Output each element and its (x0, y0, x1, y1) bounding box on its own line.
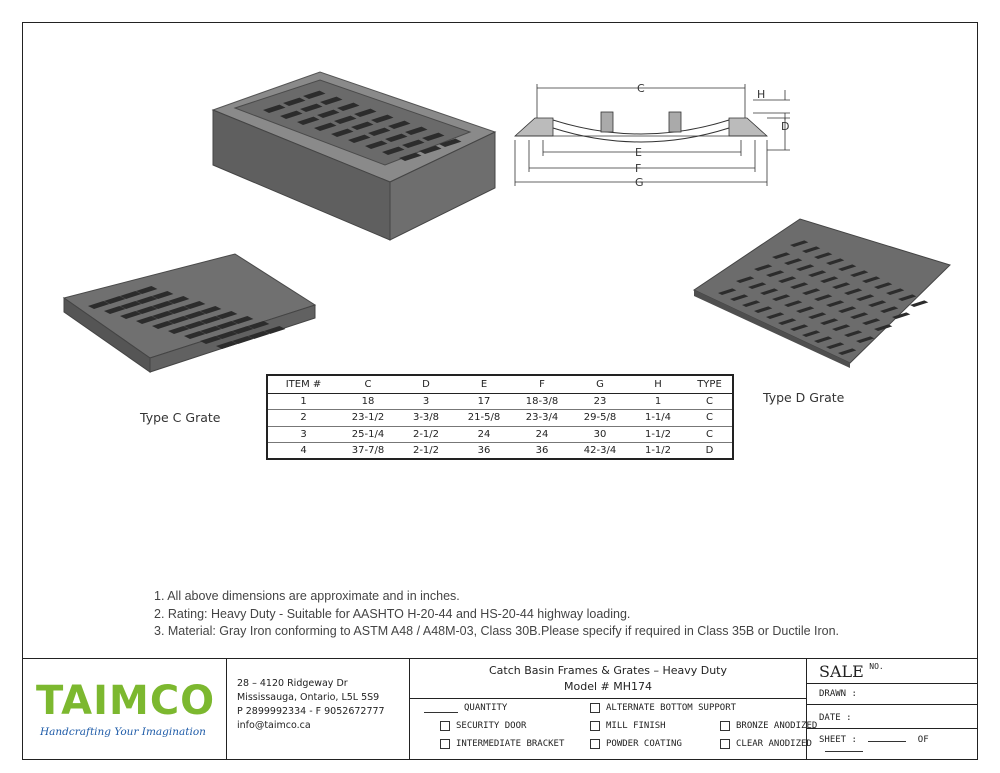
table-cell: 24 (455, 426, 513, 443)
table-header: C (339, 375, 397, 393)
date-label: DATE : (819, 713, 852, 723)
table-cell: 2 (267, 410, 339, 427)
table-cell: 25-1/4 (339, 426, 397, 443)
company-address (227, 659, 410, 759)
table-row (267, 443, 733, 460)
table-cell: 18 (339, 393, 397, 410)
option-powder-coating[interactable] (590, 739, 682, 749)
table-cell: 1-1/4 (629, 410, 687, 427)
note-item: 2. Rating: Heavy Duty - Suitable for AASHTO H-20-44 and HS-20-44 highway loading. (154, 606, 631, 621)
option-security-door[interactable] (440, 721, 526, 731)
company-logo (22, 659, 227, 759)
note-item: 3. Material: Gray Iron conforming to ASTM A48 / A48M-03, Class 30B.Please specify if required in Class 35B or Ductile Iron. (154, 624, 840, 638)
table-cell: 3-3/8 (397, 410, 455, 427)
sheet-label: SHEET : (819, 735, 857, 745)
option-intermediate-bracket[interactable] (440, 739, 564, 749)
dim-label-d: D (781, 120, 790, 133)
company-logo-cell (22, 659, 227, 759)
dim-label-c: C (637, 82, 645, 95)
option-clear-anodized[interactable] (720, 739, 812, 749)
note-item: 1. All above dimensions are approximate and in inches. (154, 589, 460, 603)
title-block (22, 658, 978, 760)
table-cell: 24 (513, 426, 571, 443)
quantity-label: QUANTITY (464, 703, 508, 713)
checkbox[interactable] (440, 721, 450, 731)
table-row (267, 426, 733, 443)
table-header: ITEM # (267, 375, 339, 393)
table-header-row (267, 375, 733, 393)
table-cell: 18-3/8 (513, 393, 571, 410)
checkbox[interactable] (590, 739, 600, 749)
table-header: H (629, 375, 687, 393)
table-cell: D (687, 443, 733, 460)
table-cell: C (687, 410, 733, 427)
logo-tagline: Handcrafting Your Imagination (40, 726, 206, 738)
option-label: POWDER COATING (606, 739, 682, 749)
address-line: Mississauga, Ontario, L5L 5S9 (237, 692, 380, 703)
table-row (267, 393, 733, 410)
drawn-label: DRAWN : (819, 689, 857, 699)
sheet-blank (868, 741, 906, 742)
sale-row (807, 659, 978, 683)
table-cell: 1 (629, 393, 687, 410)
quantity-field (424, 703, 507, 713)
logo-wordmark: TAIMCO (36, 678, 216, 724)
address-line: 28 – 4120 Ridgeway Dr (237, 678, 348, 689)
of-label: OF (917, 735, 929, 745)
checkbox[interactable] (720, 721, 730, 731)
table-cell: 36 (513, 443, 571, 460)
checkbox[interactable] (720, 739, 730, 749)
option-label: INTERMEDIATE BRACKET (456, 739, 565, 749)
table-cell: 23-3/4 (513, 410, 571, 427)
sheet-total-blank (825, 751, 863, 752)
table-cell: 42-3/4 (571, 443, 629, 460)
table-cell: 36 (455, 443, 513, 460)
model-number: Model # MH174 (564, 680, 652, 693)
quantity-blank (424, 704, 458, 713)
checkbox[interactable] (590, 703, 600, 713)
email: info@taimco.ca (237, 720, 311, 731)
sale-info-block (807, 659, 978, 759)
checkbox[interactable] (590, 721, 600, 731)
type-d-grate-image (690, 215, 955, 370)
table-header: G (571, 375, 629, 393)
table-cell: C (687, 393, 733, 410)
dim-label-g: G (635, 176, 644, 189)
table-cell: 23 (571, 393, 629, 410)
option-label: ALTERNATE BOTTOM SUPPORT (606, 703, 737, 713)
date-row[interactable] (807, 705, 978, 729)
dim-label-f: F (635, 162, 642, 175)
notes-list (154, 588, 839, 641)
title-and-options (410, 659, 818, 759)
drawing-title-line: Catch Basin Frames & Grates – Heavy Duty (488, 664, 728, 677)
table-cell: 23-1/2 (339, 410, 397, 427)
type-d-caption: Type D Grate (763, 390, 845, 405)
table-cell: 1 (267, 393, 339, 410)
option-label: BRONZE ANODIZED (736, 721, 818, 731)
option-label: MILL FINISH (606, 721, 666, 731)
checkbox[interactable] (440, 739, 450, 749)
option-label: CLEAR ANODIZED (736, 739, 812, 749)
section-dimension-diagram (505, 78, 805, 198)
table-cell: 4 (267, 443, 339, 460)
no-label: NO. (869, 662, 884, 671)
table-cell: 1-1/2 (629, 443, 687, 460)
option-mill-finish[interactable] (590, 721, 666, 731)
sheet-row[interactable] (807, 729, 978, 759)
table-cell: 3 (397, 393, 455, 410)
table-cell: 30 (571, 426, 629, 443)
table-cell: 17 (455, 393, 513, 410)
dim-label-e: E (635, 146, 642, 159)
option-alternate-bottom-support[interactable] (590, 703, 736, 713)
table-cell: 29-5/8 (571, 410, 629, 427)
drawn-row[interactable] (807, 683, 978, 705)
type-c-caption: Type C Grate (140, 410, 221, 425)
dim-label-h: H (757, 88, 766, 101)
table-header: E (455, 375, 513, 393)
table-header: TYPE (687, 375, 733, 393)
sale-label: SALE (819, 662, 864, 681)
table-cell: 3 (267, 426, 339, 443)
table-cell: 1-1/2 (629, 426, 687, 443)
option-bronze-anodized[interactable] (720, 721, 817, 731)
dimensions-table (266, 374, 734, 460)
table-cell: 37-7/8 (339, 443, 397, 460)
table-row (267, 410, 733, 427)
table-cell: 2-1/2 (397, 443, 455, 460)
drawing-title (410, 659, 806, 699)
table-cell: 21-5/8 (455, 410, 513, 427)
table-cell: 2-1/2 (397, 426, 455, 443)
option-label: SECURITY DOOR (456, 721, 527, 731)
table-cell: C (687, 426, 733, 443)
table-header: D (397, 375, 455, 393)
phone-fax: P 2899992334 - F 9052672777 (237, 706, 385, 717)
frame-grate-isometric-image (205, 70, 505, 245)
table-header: F (513, 375, 571, 393)
